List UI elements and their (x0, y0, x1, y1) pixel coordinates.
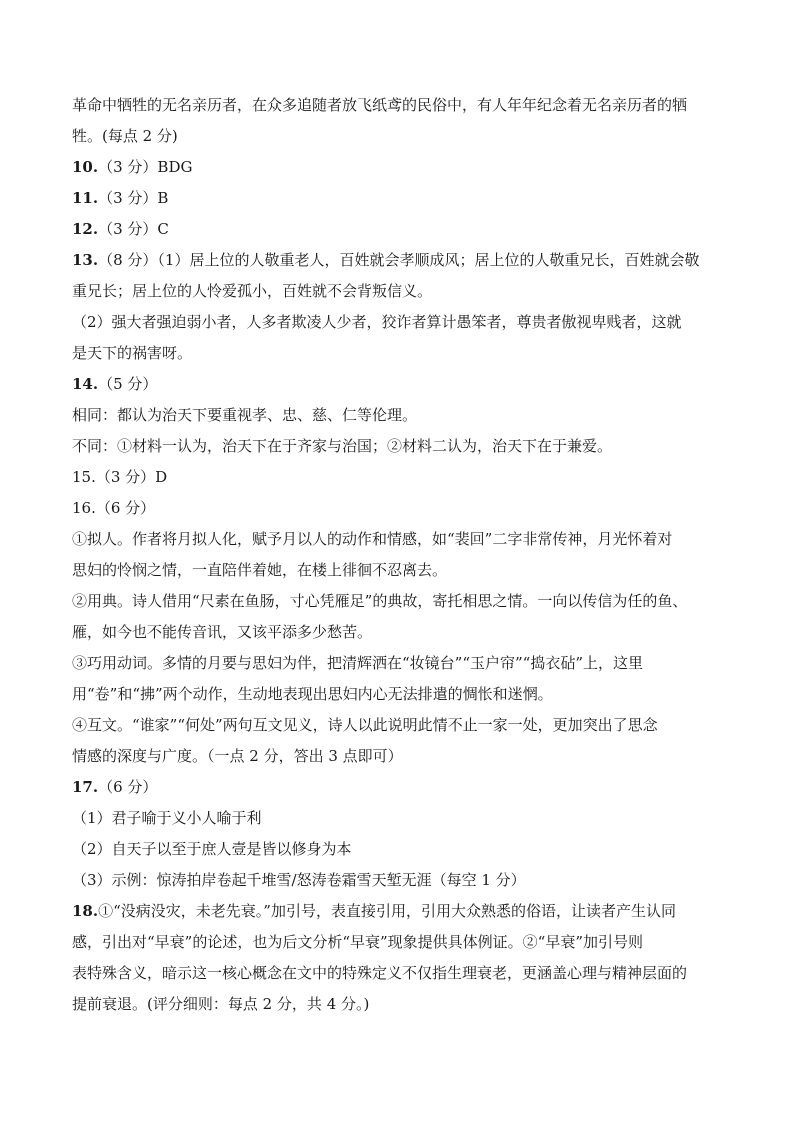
text-line (72, 716, 724, 735)
text-line (72, 344, 724, 363)
line-text: 情感的深度与广度。（一点 2 分，答出 3 点即可） (72, 747, 403, 765)
text-line (72, 995, 724, 1014)
line-text: 用“卷”和“拂”两个动作，生动地表现出思妇内心无法排遣的惆怅和迷惘。 (72, 685, 553, 703)
question-number: 10. (72, 158, 99, 176)
line-text: ①“没病没灾，未老先衰。”加引号，表直接引用，引用大众熟悉的俗语，让读者产生认同 (98, 902, 676, 920)
line-text: ②用典。诗人借用“尺素在鱼肠，寸心凭雁足”的典故，寄托相思之情。一向以传信为任的鱼、 (72, 592, 688, 610)
text-line (72, 282, 724, 301)
question-number: 13. (72, 251, 99, 269)
line-text: （3 分）BDG (98, 158, 193, 176)
line-text: 表特殊含义，暗示这一核心概念在文中的特殊定义不仅指生理衰老，更涵盖心理与精神层面的 (72, 964, 688, 982)
text-line (72, 933, 724, 952)
line-text: （2）自天子以至于庶人壹是皆以修身为本 (72, 840, 352, 858)
line-text: （3 分）C (98, 220, 169, 238)
question-number: 18. (72, 902, 99, 920)
answer-17 (72, 778, 724, 797)
question-number: 12. (72, 220, 99, 238)
text-line (72, 654, 724, 673)
text-line (72, 623, 724, 642)
line-text: （8 分）（1）居上位的人敬重老人，百姓就会孝顺成风；居上位的人敬重兄长，百姓就会敬 (98, 251, 700, 269)
line-text: （5 分） (98, 375, 158, 393)
line-text: 15.（3 分）D (72, 468, 168, 486)
line-text: （3）示例：惊涛拍岸卷起千堆雪/怒涛卷霜雪天堑无涯（每空 1 分） (72, 871, 526, 889)
line-text: （2）强大者强迫弱小者，人多者欺凌人少者，狡诈者算计愚笨者，尊贵者傲视卑贱者，这就 (72, 313, 682, 331)
text-line (72, 964, 724, 983)
answer-16 (72, 499, 724, 518)
line-text: （6 分） (98, 778, 158, 796)
line-text: 感，引出对“早衰”的论述，也为后文分析“早衰”现象提供具体例证。②“早衰”加引号则 (72, 933, 644, 951)
line-text: （3 分）B (98, 189, 169, 207)
text-line (72, 747, 724, 766)
question-number: 14. (72, 375, 99, 393)
answer-15 (72, 468, 724, 487)
line-text: 思妇的怜悯之情，一直陪伴着她，在楼上徘徊不忍离去。 (72, 561, 448, 579)
line-text: 重兄长；居上位的人怜爱孤小，百姓就不会背叛信义。 (72, 282, 433, 300)
answer-10 (72, 158, 724, 177)
text-line (72, 871, 724, 890)
text-line (72, 592, 724, 611)
text-line (72, 840, 724, 859)
line-text: 相同：都认为治天下要重视孝、忠、慈、仁等伦理。 (72, 406, 418, 424)
line-text: ④互文。“谁家”“何处”两句互文见义，诗人以此说明此情不止一家一处，更加突出了思念 (72, 716, 658, 734)
line-text: （1）君子喻于义小人喻于利 (72, 809, 262, 827)
text-line (72, 530, 724, 549)
text-line (72, 96, 724, 115)
line-text: ①拟人。作者将月拟人化，赋予月以人的动作和情感，如“裴回”二字非常传神，月光怀着对 (72, 530, 673, 548)
line-text: ③巧用动词。多情的月要与思妇为伴，把清辉洒在“妆镜台”“玉户帘”“捣衣砧”上，这里 (72, 654, 644, 672)
line-text: 不同：①材料一认为，治天下在于齐家与治国；②材料二认为，治天下在于兼爱。 (72, 437, 613, 455)
line-text: 雁，如今也不能传音讯，又该平添多少愁苦。 (72, 623, 373, 641)
text-line (72, 437, 724, 456)
line-text: 16.（6 分） (72, 499, 156, 517)
text-line (72, 561, 724, 580)
answer-12 (72, 220, 724, 239)
line-text: 是天下的祸害呀。 (72, 344, 193, 362)
line-text: 牲。(每点 2 分) (72, 127, 178, 145)
answer-11 (72, 189, 724, 208)
answer-18 (72, 902, 724, 921)
text-line (72, 406, 724, 425)
answer-13 (72, 251, 724, 270)
question-number: 17. (72, 778, 99, 796)
answer-14 (72, 375, 724, 394)
line-text: 提前衰退。(评分细则：每点 2 分，共 4 分。) (72, 995, 370, 1013)
text-line (72, 313, 724, 332)
text-line (72, 127, 724, 146)
text-line (72, 809, 724, 828)
answer-document (72, 96, 724, 1026)
text-line (72, 685, 724, 704)
line-text: 革命中牺牲的无名亲历者，在众多追随者放飞纸鸢的民俗中，有人年年纪念着无名亲历者的牺 (72, 96, 688, 114)
question-number: 11. (72, 189, 99, 207)
